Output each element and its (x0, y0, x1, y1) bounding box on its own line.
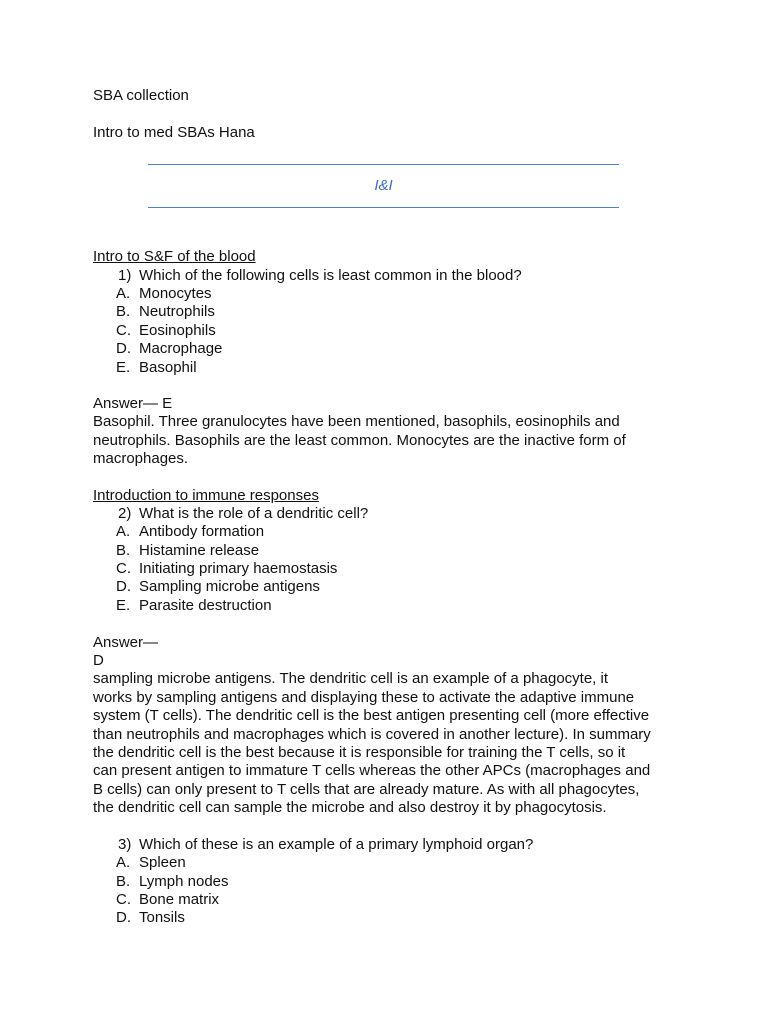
q3-question-text: Which of these is an example of a primary lymphoid organ? (139, 836, 534, 853)
q2-question-text: What is the role of a dendritic cell? (139, 505, 369, 522)
q2-answer-letter: D (93, 652, 104, 669)
q1-answer-label: Answer— E (93, 395, 173, 412)
option-text: Monocytes (139, 285, 212, 302)
option-text: Bone matrix (139, 891, 220, 908)
q1-option-b (116, 303, 215, 321)
q2-explanation-line: the dendritic cell is the best because it is responsible for training the T cells, so it (93, 744, 626, 761)
q2-option-c (116, 560, 337, 578)
q2-explanation-line: can present antigen to immature T cells whereas the other APCs (macrophages and (93, 762, 651, 779)
option-letter: B. (116, 873, 131, 890)
option-letter: B. (116, 542, 131, 559)
q1-option-a (116, 285, 212, 303)
q2-explanation-line: system (T cells). The dendritic cell is the best antigen presenting cell (more effective (93, 707, 650, 724)
option-text: Sampling microbe antigens (139, 578, 320, 595)
option-text: Antibody formation (139, 523, 265, 540)
q2-option-a (116, 523, 264, 541)
q2-explanation-line: works by sampling antigens and displaying these to activate the adaptive immune (93, 689, 635, 706)
q1-explanation-line: neutrophils. Basophils are the least common. Monocytes are the inactive form of (93, 432, 626, 449)
option-letter: D. (116, 340, 131, 357)
q3-option-c (116, 891, 219, 909)
q2-topic-heading: Introduction to immune responses (93, 487, 319, 504)
option-text: Basophil (139, 359, 197, 376)
section-rule-top (148, 164, 619, 165)
q3-option-a (116, 854, 186, 872)
q2-option-b (116, 542, 259, 560)
q1-option-c (116, 322, 216, 340)
q2-option-d (116, 578, 320, 596)
option-text: Initiating primary haemostasis (139, 560, 338, 577)
q1-option-e (116, 359, 197, 377)
document-subtitle: Intro to med SBAs Hana (93, 124, 255, 141)
option-letter: D. (116, 578, 131, 595)
q2-question (116, 505, 368, 523)
q2-explanation-line: the dendritic cell can sample the microbe and also destroy it by phagocytosis. (93, 799, 607, 816)
q1-explanation-line: macrophages. (93, 450, 189, 467)
q3-question (116, 836, 533, 854)
q1-question-text: Which of the following cells is least common in the blood? (139, 267, 522, 284)
option-letter: B. (116, 303, 131, 320)
q1-number: 1) (118, 267, 132, 284)
section-label: I&I (374, 177, 393, 194)
section-rule-bottom (148, 207, 619, 208)
q2-explanation-line: than neutrophils and macrophages which is covered in another lecture). In summary (93, 726, 651, 743)
option-letter: E. (116, 359, 131, 376)
option-letter: C. (116, 891, 131, 908)
option-text: Histamine release (139, 542, 260, 559)
option-letter: D. (116, 909, 131, 926)
option-letter: A. (116, 285, 131, 302)
q3-number: 3) (118, 836, 132, 853)
option-text: Macrophage (139, 340, 223, 357)
q2-number: 2) (118, 505, 132, 522)
q3-option-b (116, 873, 229, 891)
q2-answer-label: Answer— (93, 634, 159, 651)
q2-explanation-line: sampling microbe antigens. The dendritic cell is an example of a phagocyte, it (93, 670, 609, 687)
option-text: Eosinophils (139, 322, 216, 339)
option-text: Tonsils (139, 909, 185, 926)
q3-option-d (116, 909, 185, 927)
option-letter: C. (116, 322, 131, 339)
q1-question (116, 267, 522, 285)
option-letter: C. (116, 560, 131, 577)
collection-title: SBA collection (93, 87, 189, 104)
option-text: Neutrophils (139, 303, 215, 320)
option-letter: A. (116, 523, 131, 540)
option-letter: E. (116, 597, 131, 614)
q1-option-d (116, 340, 222, 358)
option-text: Spleen (139, 854, 186, 871)
q1-explanation-line: Basophil. Three granulocytes have been mentioned, basophils, eosinophils and (93, 413, 620, 430)
q2-option-e (116, 597, 272, 615)
q2-explanation-line: B cells) can only present to T cells that are already mature. As with all phagocytes, (93, 781, 640, 798)
option-text: Parasite destruction (139, 597, 272, 614)
option-letter: A. (116, 854, 131, 871)
q1-topic-heading: Intro to S&F of the blood (93, 248, 256, 265)
option-text: Lymph nodes (139, 873, 229, 890)
